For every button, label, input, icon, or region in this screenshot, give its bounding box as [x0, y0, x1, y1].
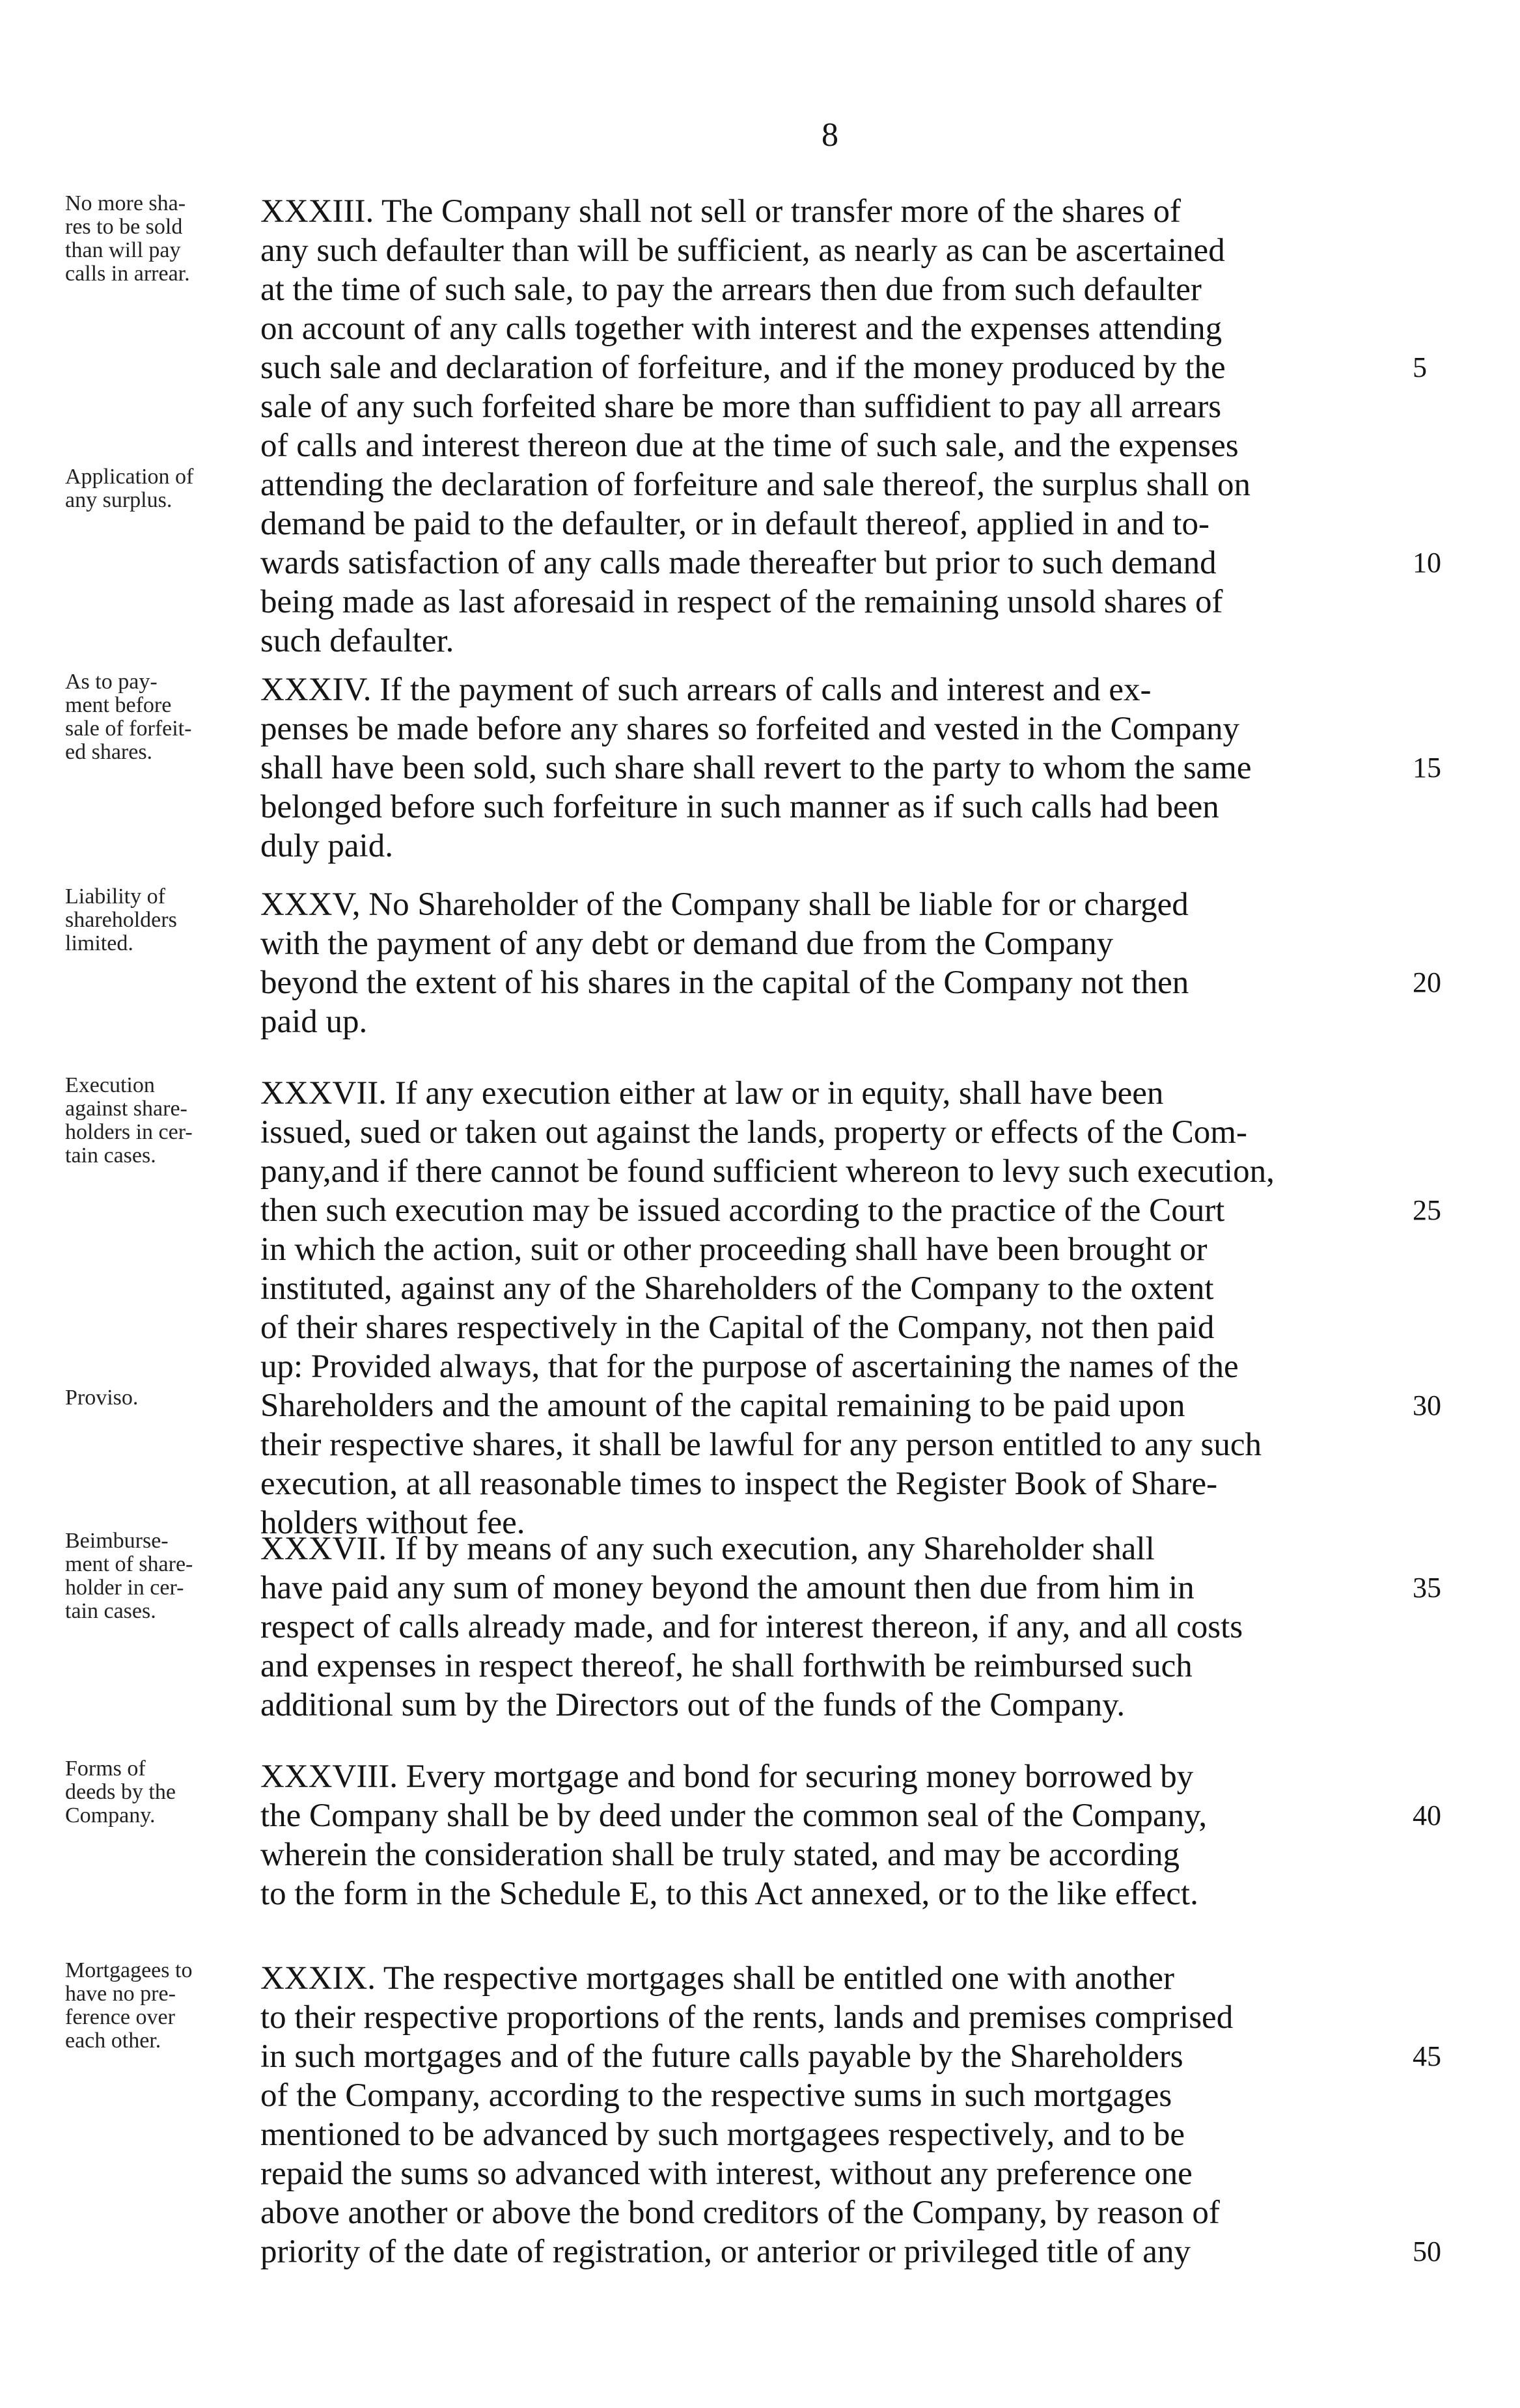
text-line: attending the declaration of forfeiture and sale thereof, the surplus shall on [260, 467, 1251, 503]
text-line: such defaulter. [260, 623, 454, 659]
marginal-note [65, 1529, 260, 1623]
text-line: repaid the sums so advanced with interest, without any preference one [260, 2155, 1193, 2192]
text-line: to the form in the Schedule E, to this Act annexed, or to the like effect. [260, 1876, 1198, 1912]
text-line: and expenses in respect thereof, he shall forthwith be reimbursed such [260, 1648, 1193, 1684]
text-line: any such defaulter than will be sufficient, as nearly as can be ascertained [260, 232, 1225, 269]
text-line: in which the action, suit or other proceeding shall have been brought or [260, 1231, 1208, 1268]
text-line: on account of any calls together with interest and the expenses attending [260, 310, 1223, 347]
text-line: penses be made before any shares so forfeited and vested in the Company [260, 711, 1240, 747]
marginal-note-line: Company. [65, 1803, 156, 1827]
line-number: 35 [1413, 1572, 1441, 1604]
marginal-note-line: shareholders [65, 908, 177, 932]
section-body [260, 1074, 1406, 1542]
marginal-note [65, 1074, 260, 1168]
marginal-note [65, 1757, 260, 1827]
marginal-note-line: than will pay [65, 238, 181, 262]
marginal-note-line: tain cases. [65, 1143, 156, 1168]
text-line: XXXVII. If by means of any such execution, any Shareholder shall [260, 1531, 1155, 1567]
marginal-note-line: holder in cer- [65, 1576, 184, 1600]
section-body [260, 192, 1406, 661]
text-line: their respective shares, it shall be lawful for any person entitled to any such [260, 1427, 1262, 1463]
text-line: demand be paid to the defaulter, or in default thereof, applied in and to- [260, 506, 1210, 542]
marginal-note-line: holders in cer- [65, 1120, 193, 1144]
text-line: holders without fee. [260, 1505, 525, 1541]
section-body [260, 1757, 1406, 1913]
text-line: of calls and interest thereon due at the time of such sale, and the expenses [260, 428, 1239, 464]
marginal-note-line: No more sha- [65, 191, 186, 215]
marginal-note-line: limited. [65, 931, 133, 955]
marginal-note [65, 1959, 260, 2053]
text-line: pany,and if there cannot be found sufficient whereon to levy such execution, [260, 1153, 1275, 1190]
line-number: 5 [1413, 351, 1427, 383]
text-line: Shareholders and the amount of the capital remaining to be paid upon [260, 1388, 1185, 1424]
text-line: belonged before such forfeiture in such manner as if such calls had been [260, 789, 1219, 825]
line-number: 50 [1413, 2236, 1441, 2267]
marginal-note-line: As to pay- [65, 670, 158, 694]
marginal-note-line: Execution [65, 1073, 155, 1097]
marginal-note-line: ment before [65, 693, 172, 717]
marginal-note [65, 885, 260, 955]
text-line: to their respective proportions of the rents, lands and premises comprised [260, 1999, 1234, 2036]
marginal-note [65, 670, 260, 764]
text-line: up: Provided always, that for the purpose of ascertaining the names of the [260, 1348, 1239, 1385]
text-line: instituted, against any of the Shareholders of the Company to the oxtent [260, 1270, 1214, 1307]
marginal-note-line: Beimburse- [65, 1529, 169, 1553]
line-number: 30 [1413, 1389, 1441, 1421]
text-line: the Company shall be by deed under the common seal of the Company, [260, 1798, 1208, 1834]
text-line: such sale and declaration of forfeiture, and if the money produced by the [260, 349, 1226, 386]
marginal-note-line: against share- [65, 1097, 187, 1121]
line-number: 15 [1413, 752, 1441, 784]
marginal-note-line: res to be sold [65, 215, 183, 239]
text-line: execution, at all reasonable times to inspect the Register Book of Share- [260, 1466, 1218, 1502]
text-line: in such mortgages and of the future calls payable by the Shareholders [260, 2038, 1183, 2075]
text-line: wherein the consideration shall be truly stated, and may be according [260, 1837, 1180, 1873]
marginal-note [65, 192, 260, 286]
marginal-note-line: tain cases. [65, 1599, 156, 1623]
marginal-note-line: ment of share- [65, 1552, 193, 1576]
marginal-note-line: each other. [65, 2029, 161, 2053]
marginal-note-line: ference over [65, 2005, 175, 2029]
text-line: with the payment of any debt or demand due from the Company [260, 925, 1114, 962]
section-body [260, 1529, 1406, 1725]
text-line: issued, sued or taken out against the lands, property or effects of the Com- [260, 1114, 1247, 1151]
section-body [260, 1959, 1406, 2271]
text-line: XXXVIII. Every mortgage and bond for securing money borrowed by [260, 1758, 1194, 1795]
text-line: additional sum by the Directors out of the funds of the Company. [260, 1687, 1126, 1723]
text-line: wards satisfaction of any calls made thereafter but prior to such demand [260, 545, 1217, 581]
marginal-note-line: Proviso. [65, 1386, 139, 1410]
marginal-note [65, 1386, 260, 1410]
marginal-note-line: sale of forfeit- [65, 717, 192, 741]
marginal-note-line: Application of [65, 465, 194, 489]
text-line: XXXIX. The respective mortgages shall be entitled one with another [260, 1960, 1174, 1997]
section-body [260, 670, 1406, 866]
section-body [260, 885, 1406, 1041]
line-number: 40 [1413, 1799, 1441, 1831]
line-number: 25 [1413, 1194, 1441, 1226]
page-number: 8 [822, 116, 838, 154]
marginal-note-line: calls in arrear. [65, 262, 190, 286]
marginal-note-line: Liability of [65, 884, 165, 909]
text-line: XXXV, No Shareholder of the Company shall be liable for or charged [260, 886, 1189, 923]
marginal-note-line: have no pre- [65, 1982, 176, 2006]
marginal-note-line: deeds by the [65, 1780, 176, 1804]
marginal-note [65, 465, 260, 512]
text-line: duly paid. [260, 828, 393, 864]
text-line: have paid any sum of money beyond the amount then due from him in [260, 1570, 1195, 1606]
text-line: XXXIII. The Company shall not sell or transfer more of the shares of [260, 193, 1181, 230]
marginal-note-line: Mortgagees to [65, 1958, 193, 1982]
text-line: of their shares respectively in the Capital of the Company, not then paid [260, 1309, 1215, 1346]
text-line: at the time of such sale, to pay the arrears then due from such defaulter [260, 271, 1202, 308]
text-line: mentioned to be advanced by such mortgagees respectively, and to be [260, 2116, 1185, 2153]
text-line: shall have been sold, such share shall revert to the party to whom the same [260, 750, 1252, 786]
text-line: priority of the date of registration, or anterior or privileged title of any [260, 2234, 1191, 2270]
text-line: XXXVII. If any execution either at law or in equity, shall have been [260, 1075, 1164, 1112]
marginal-note-line: ed shares. [65, 740, 153, 764]
text-line: sale of any such forfeited share be more than suffidient to pay all arrears [260, 389, 1222, 425]
text-line: of the Company, according to the respective sums in such mortgages [260, 2077, 1172, 2114]
text-line: then such execution may be issued according to the practice of the Court [260, 1192, 1225, 1229]
text-line: XXXIV. If the payment of such arrears of calls and interest and ex- [260, 672, 1152, 708]
line-number: 20 [1413, 966, 1441, 998]
line-number: 45 [1413, 2040, 1441, 2072]
text-line: paid up. [260, 1004, 368, 1040]
text-line: respect of calls already made, and for interest thereon, if any, and all costs [260, 1609, 1243, 1645]
text-line: beyond the extent of his shares in the capital of the Company not then [260, 965, 1189, 1001]
marginal-note-line: Forms of [65, 1757, 146, 1781]
marginal-note-line: any surplus. [65, 488, 173, 512]
text-line: being made as last aforesaid in respect of the remaining unsold shares of [260, 584, 1223, 620]
line-number: 10 [1413, 547, 1441, 579]
text-line: above another or above the bond creditors of the Company, by reason of [260, 2195, 1220, 2231]
